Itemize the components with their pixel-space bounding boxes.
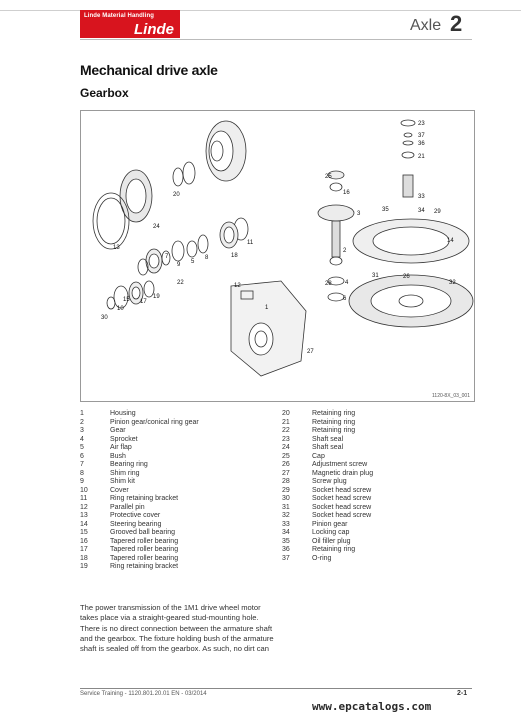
parts-list-item: [282, 427, 472, 436]
callout-37: 37: [418, 133, 425, 139]
parts-list-item: [80, 529, 280, 538]
part-number: 37: [282, 554, 290, 562]
callout-1: 1: [265, 305, 269, 311]
ring-6b: [328, 293, 344, 301]
part-name: Locking cap: [312, 529, 350, 536]
part-number: 28: [282, 478, 290, 485]
part-number: 9: [80, 478, 84, 485]
part-number: 26: [282, 461, 290, 468]
parts-list-item: [80, 504, 280, 513]
part-name: O-ring: [312, 554, 332, 562]
ring-9: [172, 241, 184, 261]
part-name: Shaft seal: [312, 435, 344, 443]
callout-9: 9: [177, 262, 181, 268]
part-name: Air flap: [110, 444, 132, 451]
part-name: Retaining ring: [312, 546, 356, 553]
parts-list-item: [282, 512, 472, 521]
parts-list-left: [80, 410, 280, 572]
ring-20b: [173, 168, 183, 186]
callout-19: 19: [153, 294, 160, 300]
parts-list-item: [80, 521, 280, 530]
callout-3: 3: [357, 211, 361, 217]
part-name: Sprocket: [110, 435, 138, 443]
pinion-33: [403, 175, 413, 197]
part-number: 21: [282, 418, 290, 426]
part-number: 8: [80, 469, 84, 477]
page-number: 2-1: [457, 690, 468, 697]
footer-text: Service Training - 1120.801.20.01 EN - 03/2014: [80, 691, 207, 697]
callout-8: 8: [205, 255, 209, 261]
parts-list-item: [80, 444, 280, 453]
part-name: Bush: [110, 452, 126, 460]
parts-list-item: [80, 555, 280, 564]
parts-list-item: [282, 504, 472, 513]
part-name: Cap: [312, 452, 325, 460]
callout-35: 35: [382, 207, 389, 213]
callout-36: 36: [418, 141, 425, 147]
part-number: 34: [282, 529, 290, 536]
header-rule: [80, 39, 472, 40]
part-number: 15: [80, 529, 88, 536]
part-number: 33: [282, 520, 290, 528]
parts-list-right: [282, 410, 472, 563]
parts-list-item: [282, 478, 472, 487]
callout-24: 24: [153, 224, 160, 230]
callout-32: 32: [449, 280, 456, 286]
description-paragraph: The power transmission of the 1M1 drive wheel motor takes place via a straight-geared stud-mounting hole. There is no direct connection between the armature shaft and the gearbox. The fixture holding bush of the armature shaft is sealed off from the gearbox. As such, no dirt can: [80, 603, 274, 654]
part-name: Shim ring: [110, 469, 140, 477]
parts-list-item: [282, 521, 472, 530]
callout-7: 7: [165, 254, 169, 260]
parts-list-item: [282, 487, 472, 496]
callout-31: 31: [372, 273, 379, 279]
part-number: 18: [80, 554, 88, 562]
part-number: 22: [282, 427, 290, 434]
parts-list-item: [282, 453, 472, 462]
ring-21: [402, 152, 414, 158]
part-number: 25: [282, 452, 290, 460]
callout-26: 26: [403, 274, 410, 280]
parts-list-item: [282, 410, 472, 419]
pinion-2: [332, 221, 340, 257]
part-name: Protective cover: [110, 512, 161, 519]
gearbox-exploded-drawing: [81, 111, 474, 401]
parts-list-item: [282, 470, 472, 479]
footer-rule: [80, 688, 472, 689]
part-name: Cover: [110, 486, 129, 494]
part-name: Tapered roller bearing: [110, 546, 179, 553]
parts-list-item: [282, 444, 472, 453]
part-number: 35: [282, 537, 290, 545]
page-title: Mechanical drive axle: [80, 62, 218, 78]
part-number: 10: [80, 486, 88, 494]
part-number: 7: [80, 461, 84, 468]
part-number: 31: [282, 503, 290, 511]
seal-23: [401, 120, 415, 126]
part-number: 32: [282, 512, 290, 519]
parts-list-item: [282, 538, 472, 547]
gear-3: [318, 205, 354, 221]
watermark: www.epcatalogs.com: [312, 700, 432, 713]
callout-30: 30: [101, 315, 108, 321]
part-name: Bearing ring: [110, 461, 148, 468]
callout-14: 14: [447, 238, 454, 244]
part-name: Magnetic drain plug: [312, 469, 374, 477]
part-number: 13: [80, 512, 88, 519]
part-name: Tapered roller bearing: [110, 537, 179, 545]
callout-17: 17: [140, 299, 147, 305]
callout-23: 23: [418, 121, 425, 127]
callout-20: 20: [173, 192, 180, 198]
parts-list-item: [282, 546, 472, 555]
part-name: Ring retaining bracket: [110, 563, 179, 570]
part-number: 2: [80, 418, 84, 426]
parts-list-item: [80, 427, 280, 436]
callout-25: 25: [325, 174, 332, 180]
part-number: 23: [282, 435, 290, 443]
bearing-16: [138, 259, 148, 275]
part-name: Gear: [110, 427, 126, 434]
part-number: 19: [80, 563, 88, 570]
part-name: Shaft seal: [312, 444, 344, 451]
part-number: 16: [80, 537, 88, 545]
callout-27: 27: [307, 349, 314, 355]
callout-10: 10: [117, 306, 124, 312]
parts-list-item: [80, 419, 280, 428]
callout-21: 21: [418, 154, 425, 160]
ring-5: [187, 241, 197, 257]
callout-12: 12: [234, 283, 241, 289]
part-name: Pinion gear/conical ring gear: [110, 418, 199, 426]
part-number: 12: [80, 503, 88, 511]
part-name: Retaining ring: [312, 410, 356, 417]
part-number: 24: [282, 444, 290, 451]
top-border: [0, 10, 521, 11]
callout-15: 15: [123, 297, 130, 303]
o-ring-37: [404, 133, 412, 137]
cover-10: [107, 297, 115, 309]
part-name: Tapered roller bearing: [110, 554, 179, 562]
figure-id: 1120-8X_03_001: [432, 393, 470, 399]
part-name: Socket head screw: [312, 486, 372, 494]
part-name: Ring retaining bracket: [110, 495, 179, 502]
part-number: 20: [282, 410, 290, 417]
parts-list-item: [80, 538, 280, 547]
part-number: 5: [80, 444, 84, 451]
part-name: Pinion gear: [312, 520, 348, 528]
parts-list-item: [80, 410, 280, 419]
part-name: Housing: [110, 410, 136, 417]
section-word: Axle: [410, 17, 442, 34]
callout-18: 18: [231, 253, 238, 259]
callout-29: 29: [434, 209, 441, 215]
parts-list-item: [80, 512, 280, 521]
callout-16: 16: [343, 190, 350, 196]
part-number: 27: [282, 469, 290, 477]
callout-28: 28: [325, 281, 332, 287]
parts-list-item: [282, 555, 472, 564]
parts-list-item: [80, 436, 280, 445]
callout-34: 34: [418, 208, 425, 214]
callout-6: 6: [343, 296, 347, 302]
part-number: 3: [80, 427, 84, 434]
parts-list-item: [282, 529, 472, 538]
parts-list-item: [80, 495, 280, 504]
parts-list-item: [80, 453, 280, 462]
part-name: Steering bearing: [110, 520, 162, 528]
parts-list-item: [80, 470, 280, 479]
linde-logo: [80, 10, 180, 38]
ring-20a: [183, 162, 195, 184]
callout-13: 13: [113, 245, 120, 251]
logo-brand: Linde: [134, 21, 174, 38]
logo-small-text: Linde Material Handling: [84, 13, 154, 19]
parts-list-item: [80, 478, 280, 487]
part-number: 30: [282, 495, 290, 502]
parts-list-item: [282, 436, 472, 445]
part-name: Retaining ring: [312, 427, 356, 434]
part-number: 11: [80, 495, 88, 502]
part-name: Grooved ball bearing: [110, 529, 175, 536]
part-number: 1: [80, 410, 84, 417]
part-number: 14: [80, 520, 88, 528]
protective-cover-13: [93, 193, 129, 249]
part-name: Socket head screw: [312, 503, 372, 511]
part-name: Screw plug: [312, 478, 347, 485]
part-number: 29: [282, 486, 290, 494]
callout-5: 5: [191, 259, 195, 265]
callout-22: 22: [177, 280, 184, 286]
callout-4: 4: [345, 280, 349, 286]
parts-list-item: [80, 487, 280, 496]
ring-8: [198, 235, 208, 253]
part-name: Shim kit: [110, 478, 135, 485]
callout-2: 2: [343, 248, 347, 254]
callout-11: 11: [247, 240, 254, 246]
parts-list-item: [80, 563, 280, 572]
parts-list-item: [282, 419, 472, 428]
exploded-view-figure: [80, 110, 475, 402]
part-name: Adjustment screw: [312, 461, 368, 468]
part-name: Parallel pin: [110, 503, 145, 511]
part-number: 36: [282, 546, 290, 553]
callout-33: 33: [418, 194, 425, 200]
ring-36: [403, 141, 413, 145]
part-number: 4: [80, 435, 84, 443]
page-subtitle: Gearbox: [80, 86, 129, 100]
parts-list-item: [80, 461, 280, 470]
parts-list-item: [282, 461, 472, 470]
part-number: 6: [80, 452, 84, 460]
section-number: 2: [450, 11, 463, 36]
part-name: Socket head screw: [312, 495, 372, 502]
part-name: Oil filler plug: [312, 537, 351, 545]
part-name: Retaining ring: [312, 418, 356, 426]
part-number: 17: [80, 546, 88, 553]
parts-list-item: [80, 546, 280, 555]
ring-16b: [330, 183, 342, 191]
part-name: Socket head screw: [312, 512, 372, 519]
parts-list-item: [282, 495, 472, 504]
